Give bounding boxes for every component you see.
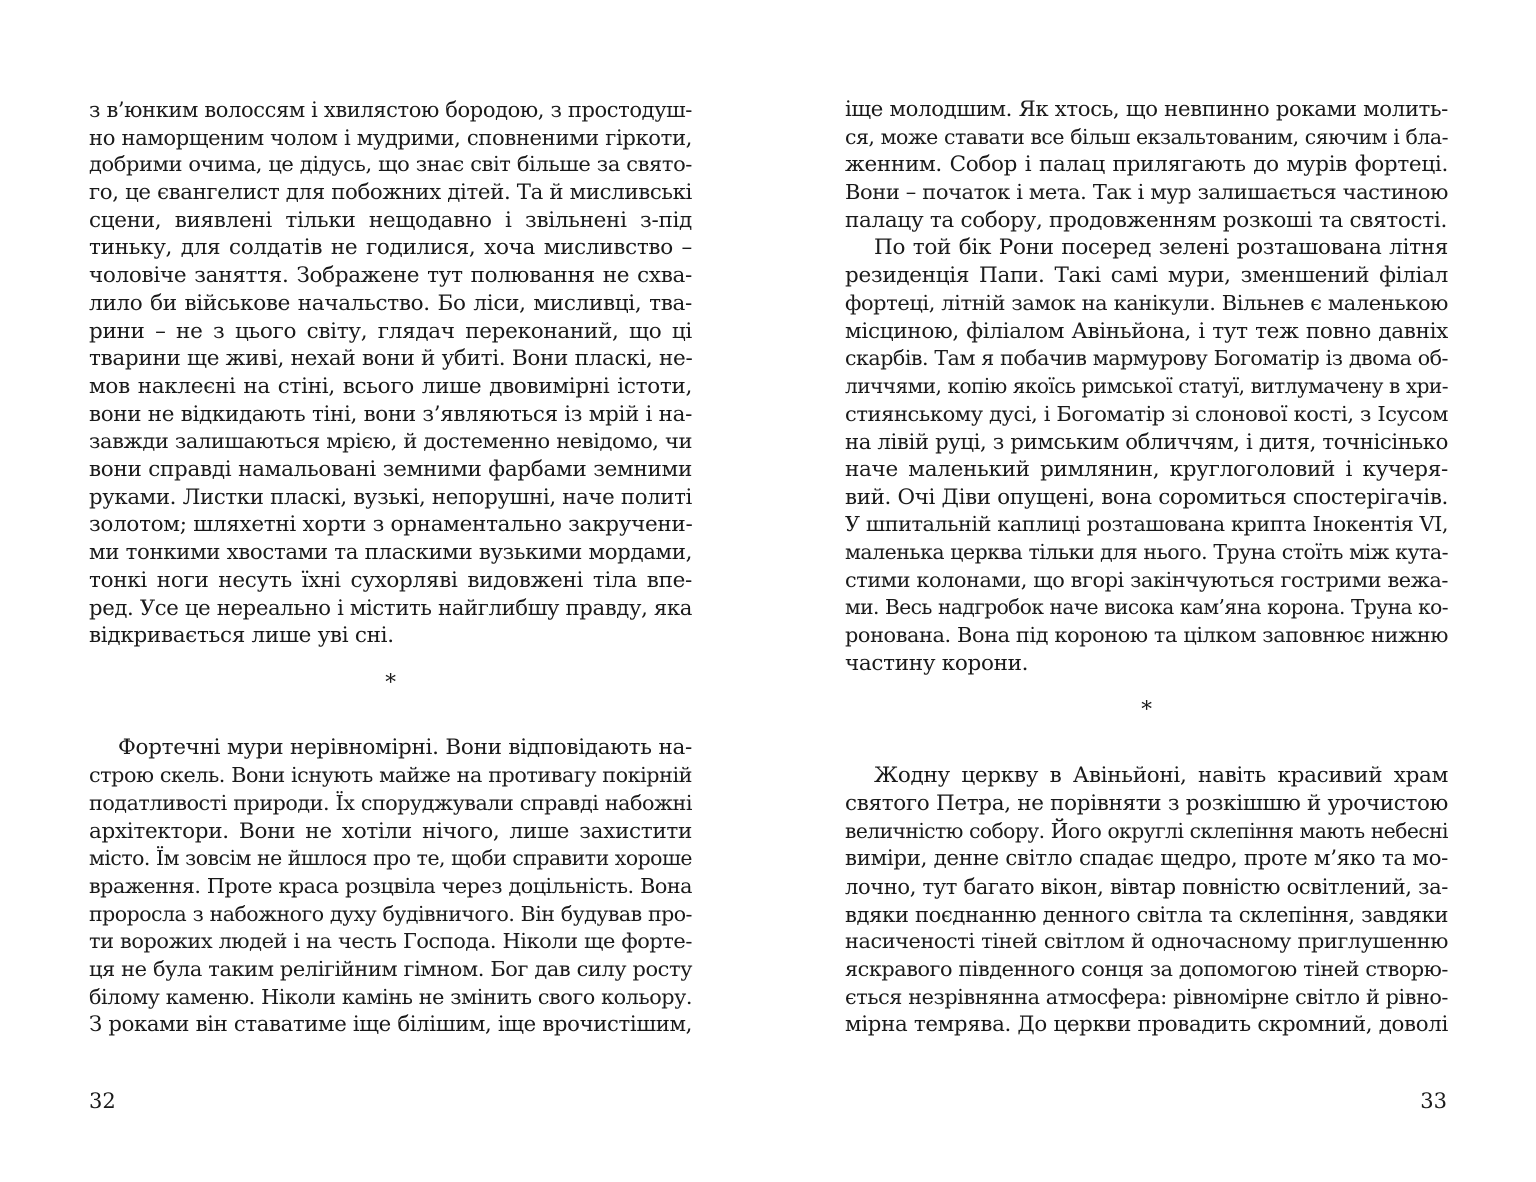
text-line: стими колонами, що вгорі закінчуються гострими вежа- <box>845 567 1448 592</box>
text-line: величністю собору. Його округлі склепіння мають небесні <box>845 818 1448 843</box>
text-line: частину корони. <box>845 650 1029 676</box>
text-line: Вони – початок і мета. Так і мур залишається частиною <box>845 180 1448 205</box>
text-line: палацу та собору, продовженням розкоші та святості. <box>845 207 1447 233</box>
text-line: насиченості тіней світлом й одночасному приглушенню <box>845 929 1448 954</box>
text-line: ється незрівнянна атмосфера: рівномірне світло й рівно- <box>845 984 1448 1009</box>
text-line: руками. Листки пласкі, вузькі, непорушні, наче политі <box>89 484 692 510</box>
text-line: резиденція Папи. Такі самі мури, зменшений філіал <box>845 263 1448 289</box>
section-separator: * <box>1141 697 1152 723</box>
text-line: вони не відкидають тіні, вони з’являються із мрій і на- <box>89 401 692 427</box>
text-line: місциною, філіалом Авіньйона, і тут теж повно давніх <box>845 318 1448 344</box>
right-paragraph-2 <box>845 234 1448 677</box>
text-line: го, це євангелист для побожних дітей. Та й мисливські <box>89 180 692 206</box>
text-line: ми. Весь надгробок наче висока кам’яна корона. Труна ко- <box>845 595 1448 620</box>
text-line: фортеці, літній замок на канікули. Вільнев є маленькою <box>845 290 1448 315</box>
text-line: податливості природи. Їх споруджували справді набожні <box>89 790 692 815</box>
text-line: проросла з набожного духу будівничого. Він будував про- <box>89 901 692 926</box>
text-line: ти ворожих людей і на честь Господа. Ніколи ще форте- <box>89 929 692 954</box>
text-line: золотом; шляхетні хорти з орнаментально закручени- <box>89 512 693 538</box>
text-line: сцени, виявлені тільки нещодавно і звільнені з-під <box>89 207 692 233</box>
text-line: мірна темрява. До церкви провадить скромний, доволі <box>845 1012 1448 1038</box>
page-number-right: 33 <box>1420 1089 1447 1113</box>
section-separator: * <box>385 669 396 695</box>
text-line: чоловіче заняття. Зображене тут полювання не схва- <box>89 263 692 289</box>
text-line: мов наклеєні на стіні, всього лише двовимірні істоти, <box>89 373 692 399</box>
left-paragraph-1 <box>89 96 692 650</box>
text-line: маленька церква тільки для нього. Труна стоїть між кута- <box>845 540 1448 564</box>
right-paragraph-1 <box>845 96 1448 234</box>
text-line: завжди залишаються мрією, й достеменно невідомо, чи <box>89 429 692 454</box>
text-line: на лівій руці, з римським обличчям, і дитя, точнісінько <box>845 429 1448 455</box>
text-line: виміри, денне світло спадає щедро, проте м’яко та мо- <box>845 846 1448 872</box>
text-line: тиньку, для солдатів не годилися, хоча мисливство – <box>89 235 692 261</box>
right-page <box>845 96 1448 1039</box>
right-paragraph-3 <box>845 762 1448 1039</box>
text-line: женним. Собор і палац прилягають до мурів фортеці. <box>845 152 1448 178</box>
text-line: лочно, тут багато вікон, вівтар повністю освітлений, за- <box>845 873 1448 899</box>
text-line: но наморщеним чолом і мудрими, сповненими гіркоти, <box>89 124 692 150</box>
text-line: ми тонкими хвостами та пласкими вузькими мордами, <box>89 540 692 565</box>
text-line: тварини ще живі, нехай вони й убиті. Вони пласкі, не- <box>89 346 693 372</box>
text-line: строю скель. Вони існують майже на противагу покірній <box>89 763 692 788</box>
text-line: личчями, копію якоїсь римської статуї, витлумачену в хри- <box>845 373 1448 398</box>
text-line: з в’юнким волоссям і хвилястою бородою, з простодуш- <box>89 97 692 122</box>
text-line: Фортечні мури нерівномірні. Вони відповідають на- <box>118 735 692 761</box>
text-line: З роками він ставатиме іще білішим, іще врочистішим, <box>89 1012 692 1038</box>
text-line: тонкі ноги несуть їхні сухорляві видовжені тіла впе- <box>89 567 692 593</box>
text-line: скарбів. Там я побачив мармурову Богоматір із двома об- <box>845 346 1448 371</box>
left-page <box>89 96 692 1039</box>
text-line: рини – не з цього світу, глядач переконаний, що ці <box>89 318 692 344</box>
text-line: ред. Усе це нереально і містить найглибшу правду, яка <box>89 595 692 621</box>
text-line: У шпитальній каплиці розташована крипта Інокентія VI, <box>845 512 1448 537</box>
text-line: вдяки поєднанню денного світла та склепіння, завдяки <box>845 901 1448 927</box>
text-line: наче маленький римлянин, круглоголовий і кучеря- <box>845 456 1448 482</box>
text-line: місто. Їм зовсім не йшлося про те, щоби справити хороше <box>89 846 692 871</box>
text-line: добрими очима, це дідусь, що знає світ більше за свято- <box>89 152 692 177</box>
text-line: архітектори. Вони не хотіли нічого, лише захистити <box>89 818 692 844</box>
text-line: ся, може ставати все більш екзальтованим, сяючим і бла- <box>845 124 1448 149</box>
text-line: лило би військове начальство. Бо ліси, мисливці, тва- <box>89 290 692 316</box>
text-line: вони справді намальовані земними фарбами земними <box>89 456 692 482</box>
text-line: По той бік Рони посеред зелені розташована літня <box>874 235 1448 261</box>
text-line: ця не була таким релігійним гімном. Бог дав силу росту <box>89 956 692 981</box>
text-line: білому каменю. Ніколи камінь не змінить свого кольору. <box>89 984 692 1009</box>
text-line: іще молодшим. Як хтось, що невпинно роками молить- <box>845 97 1448 122</box>
text-line: святого Петра, не порівняти з розкішшю й урочистою <box>845 790 1448 816</box>
text-line: яскравого південного сонця за допомогою тіней створю- <box>845 956 1448 981</box>
text-line: стиянському дусі, і Богоматір зі слонової кості, з Ісусом <box>845 401 1448 426</box>
text-line: враження. Проте краса розцвіла через доцільність. Вона <box>89 873 692 898</box>
text-line: ронована. Вона під короною та цілком заповнює нижню <box>845 623 1448 648</box>
text-line: Жодну церкву в Авіньйоні, навіть красивий храм <box>874 763 1448 789</box>
text-line: вий. Очі Діви опущені, вона соромиться спостерігачів. <box>845 484 1448 510</box>
text-line: відкривається лише уві сні. <box>89 623 394 649</box>
page-number-left: 32 <box>89 1089 116 1113</box>
left-paragraph-2 <box>89 734 692 1039</box>
